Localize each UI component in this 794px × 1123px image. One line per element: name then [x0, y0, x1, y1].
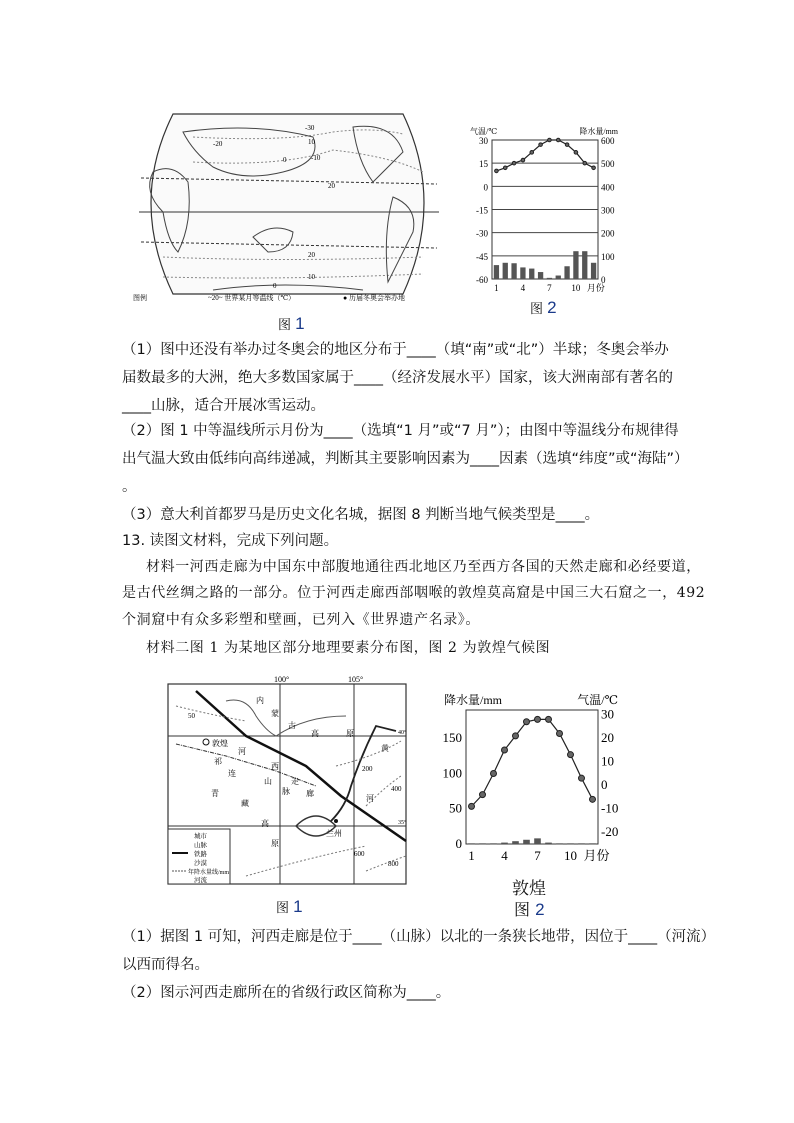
isohyet-label: 800 — [388, 860, 399, 868]
temperature-point — [574, 151, 578, 155]
x-axis-unit: 月份 — [583, 848, 610, 863]
precip-bar — [523, 840, 530, 844]
map-legend-isotherm: ~20~ 世界某月等温线（℃） — [208, 294, 296, 302]
temperature-point — [556, 138, 560, 142]
precip-bar — [511, 263, 516, 279]
question-title: 13. 读图文材料，完成下列问题。 — [122, 533, 339, 549]
x-axis-unit: 月份 — [586, 283, 605, 292]
x-tick-label: 10 — [571, 283, 581, 292]
place-label: 祁 — [214, 757, 222, 766]
map-legend-site: ● 历届冬奥会举办地 — [343, 294, 405, 302]
left-tick-label: -30 — [476, 228, 488, 239]
x-tick-label: 4 — [520, 283, 526, 292]
precip-bar — [468, 843, 475, 844]
precip-bar — [479, 843, 486, 844]
lon-label: 100° — [274, 676, 290, 684]
place-label: 藏 — [241, 799, 249, 808]
place-label: 山 — [264, 777, 272, 786]
x-tick-label: 10 — [564, 848, 577, 863]
precip-bar — [547, 278, 552, 279]
place-label: 蒙 — [271, 709, 279, 718]
right-tick-label: 0 — [601, 275, 606, 285]
x-tick-label: 7 — [534, 848, 541, 863]
left-tick-label: -45 — [476, 251, 488, 262]
precip-bar — [573, 251, 578, 279]
isotherm-label: 0 — [273, 282, 277, 290]
isotherm-label: -10 — [311, 154, 321, 162]
temperature-point — [568, 752, 574, 758]
temperature-point — [590, 796, 596, 802]
material-line: 是古代丝绸之路的一部分。位于河西走廊西部咽喉的敦煌莫高窟是中国三大石窟之一，492 — [122, 585, 706, 601]
x-tick-label: 4 — [501, 848, 508, 863]
right-axis-label: 降水量/mm — [579, 127, 618, 136]
question-line: （3）意大利首都罗马是历史文化名城，据图 8 判断当地气候类型是____。 — [122, 507, 600, 523]
question-line: （2）图 1 中等温线所示月份为____（选填“1 月”或“7 月”）；由图中等温线分布规律得 — [122, 423, 679, 439]
temperature-point — [480, 792, 486, 798]
place-label: 走 — [291, 777, 299, 786]
climate-chart-1 — [460, 112, 620, 296]
isotherm-label: 20 — [328, 182, 335, 190]
place-label: 连 — [228, 769, 236, 778]
legend-item: 河流 — [194, 877, 207, 884]
right-tick-label: 100 — [601, 251, 615, 262]
right-tick-label: -10 — [601, 800, 619, 816]
precip-bar — [490, 843, 497, 844]
precip-bar — [578, 843, 585, 844]
precip-bar — [589, 843, 596, 844]
right-tick-label: -20 — [601, 824, 619, 840]
isohyet-label: 400 — [391, 785, 402, 793]
legend-item: 山脉 — [194, 842, 207, 849]
question-line: 出气温大致由低纬向高纬递减，判断其主要影响因素为____因素（选填“纬度”或“海陆”） — [122, 451, 689, 467]
question-line: （1）据图 1 可知，河西走廊是位于____（山脉）以北的一条狭长地带，因位于____（河流） — [122, 929, 716, 945]
left-tick-label: 15 — [479, 159, 488, 170]
right-tick-label: 0 — [601, 777, 608, 793]
dunhuang-climate-chart — [428, 678, 638, 882]
material-line: 个洞窟中有众多彩塑和壁画，已列入《世界遗产名录》。 — [122, 612, 480, 628]
temperature-point — [548, 138, 552, 142]
isohyet-label: 50 — [188, 712, 195, 720]
right-tick-label: 500 — [601, 159, 615, 170]
left-tick-label: 30 — [479, 136, 488, 146]
world-map — [133, 112, 445, 304]
question-line: ____山脉，适合开展冰雪运动。 — [122, 398, 325, 414]
precip-bar — [564, 266, 569, 279]
precip-bar — [538, 272, 543, 279]
hexi-map — [166, 676, 410, 886]
question-line: （1）图中还没有举办过冬奥会的地区分布于____（填“南”或“北”）半球；冬奥会举办 — [122, 342, 669, 358]
place-label: 高 — [261, 819, 269, 828]
figure-caption: 图 2 — [530, 298, 557, 317]
x-tick-label: 7 — [547, 283, 552, 292]
left-tick-label: 100 — [442, 765, 462, 781]
precip-bar — [503, 263, 508, 279]
precip-bar — [556, 843, 563, 844]
isotherm-label: 10 — [308, 273, 315, 281]
precip-bar — [556, 276, 561, 279]
temperature-point — [546, 716, 552, 722]
temperature-point — [557, 731, 563, 737]
left-tick-label: 0 — [455, 836, 462, 851]
question-line: 。 — [122, 479, 137, 495]
isohyet-label: 600 — [354, 850, 365, 858]
plot-frame — [466, 710, 598, 844]
temperature-point — [521, 158, 525, 162]
temperature-point — [491, 770, 497, 776]
question-line: 届数最多的大洲，绝大多数国家属于____（经济发展水平）国家，该大洲南部有著名的 — [122, 370, 673, 386]
temperature-point — [524, 719, 530, 725]
left-axis-label: 气温/℃ — [470, 127, 498, 136]
dunhuang-chart-svg — [428, 678, 638, 878]
right-tick-label: 20 — [601, 730, 614, 746]
left-tick-label: -60 — [476, 275, 488, 285]
right-tick-label: 200 — [601, 228, 615, 239]
right-tick-label: 400 — [601, 182, 615, 193]
precip-bar — [545, 843, 552, 844]
legend-item: 沙漠 — [194, 860, 207, 867]
left-tick-label: 150 — [442, 730, 462, 746]
place-label: 青 — [211, 789, 219, 798]
left-tick-label: -15 — [476, 205, 488, 216]
precip-bar — [582, 251, 587, 279]
place-label: 敦煌 — [212, 739, 228, 748]
x-tick-label: 1 — [494, 283, 499, 292]
temperature-line — [496, 140, 593, 171]
material-line: 材料一河西走廊为中国东中部腹地通往西北地区乃至西方各国的天然走廊和必经要道， — [146, 559, 701, 575]
left-tick-label: 0 — [483, 182, 488, 193]
city-marker — [334, 819, 338, 823]
temperature-point — [565, 143, 569, 147]
left-tick-label: 50 — [449, 800, 462, 816]
precip-bar — [534, 838, 541, 844]
world-map-figure — [133, 112, 445, 304]
x-tick-label: 1 — [468, 848, 475, 863]
place-label: 原 — [271, 839, 279, 848]
isohyet-label: 200 — [362, 765, 373, 773]
right-axis-label: 气温/℃ — [577, 693, 618, 707]
hexi-map-figure — [166, 676, 410, 890]
temperature-point — [512, 161, 516, 165]
material-line: 材料二图 1 为某地区部分地理要素分布图，图 2 为敦煌气候图 — [146, 640, 551, 656]
isotherm-label: 0 — [283, 156, 287, 164]
legend-item: 年降水量线/mm — [188, 870, 230, 876]
temperature-point — [502, 747, 508, 753]
temperature-line — [472, 719, 593, 806]
temperature-point — [530, 151, 534, 155]
lon-label: 105° — [348, 676, 364, 684]
precip-bar — [501, 843, 508, 844]
isotherm-label: 20 — [308, 251, 315, 259]
place-label: 河 — [238, 747, 246, 756]
temperature-point — [503, 166, 507, 170]
precip-bar — [567, 843, 574, 844]
temperature-point — [535, 716, 541, 722]
isotherm-label: 10 — [308, 138, 315, 146]
place-label: 黄 — [381, 744, 389, 753]
precip-bar — [494, 265, 499, 279]
question-line: 以西而得名。 — [122, 957, 209, 973]
lat-label: 40° — [398, 730, 407, 736]
legend-item: 城市 — [194, 833, 207, 840]
legend-item: 铁路 — [194, 851, 207, 858]
figure-caption: 图 1 — [278, 314, 305, 333]
place-label: 河 — [366, 794, 374, 803]
temperature-point — [495, 169, 499, 173]
right-tick-label: 300 — [601, 205, 615, 216]
question-line: （2）图示河西走廊所在的省级行政区简称为____。 — [122, 985, 451, 1001]
place-label: 高 — [311, 729, 319, 738]
temperature-point — [513, 733, 519, 739]
place-label: 西 — [271, 762, 279, 771]
isotherm-label: -20 — [213, 140, 223, 148]
temperature-point — [579, 775, 585, 781]
precip-bar — [512, 841, 519, 844]
right-tick-label: 30 — [601, 706, 614, 722]
place-label: 原 — [346, 729, 354, 738]
figure-caption: 图 2 — [514, 900, 545, 919]
chart-title: 敦煌 — [512, 879, 546, 899]
map-legend: 图例 — [133, 294, 147, 302]
temperature-point — [469, 803, 475, 809]
place-label: 内 — [256, 696, 264, 705]
left-axis-label: 降水量/mm — [444, 693, 503, 707]
place-label: 廊 — [306, 789, 314, 798]
precip-bar — [591, 263, 596, 279]
place-label: 脉 — [282, 787, 290, 796]
place-label: 兰州 — [326, 829, 342, 838]
temperature-point — [592, 166, 596, 170]
figure-caption: 图 1 — [276, 897, 303, 916]
temperature-point — [583, 161, 587, 165]
lat-label: 35° — [398, 820, 407, 826]
precip-bar — [529, 269, 534, 279]
isotherm-label: -30 — [305, 124, 315, 132]
right-tick-label: 10 — [601, 753, 614, 769]
precip-bar — [520, 267, 525, 279]
temperature-point — [539, 143, 543, 147]
climate-chart-1-svg — [460, 112, 620, 292]
place-label: 古 — [288, 721, 296, 730]
right-tick-label: 600 — [601, 136, 615, 146]
